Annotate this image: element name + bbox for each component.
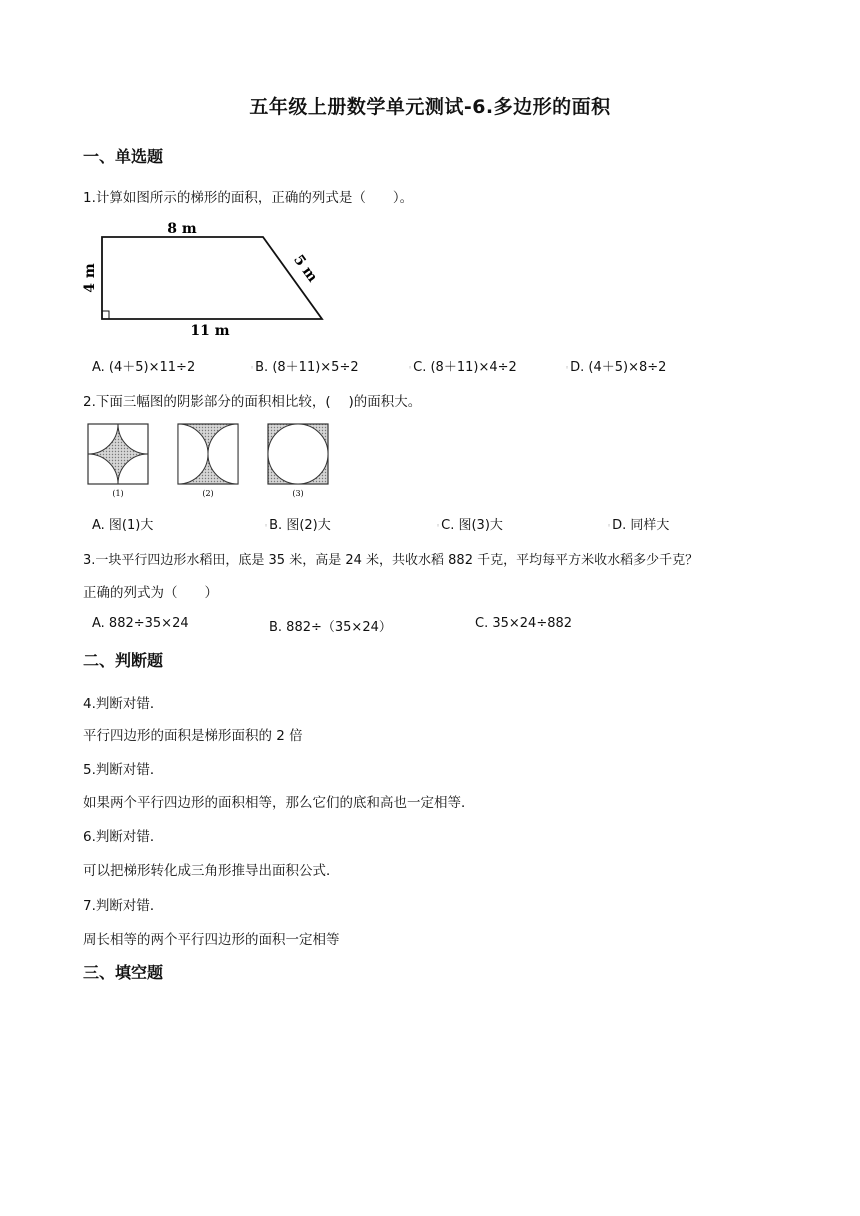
- q2-option-d-label: D. 同样大: [612, 518, 670, 533]
- section-heading-true-false: 二、判断题: [83, 651, 164, 670]
- q3-option-b: B. 882÷（35×24）: [269, 620, 392, 635]
- q3-option-c: C. 35×24÷882: [475, 616, 573, 631]
- question-3-text-cont: 正确的列式为（ ）: [83, 585, 218, 601]
- figure-2-label: (2): [202, 489, 214, 498]
- figure-3: [268, 424, 328, 498]
- trapezoid-bottom-label: 11 m: [190, 323, 230, 339]
- section-heading-single-choice: 一、单选题: [83, 147, 164, 166]
- question-6-head: 6.判断对错．: [83, 829, 164, 845]
- option-marker-icon: ◦: [250, 363, 255, 372]
- question-4-body: 平行四边形的面积是梯形面积的 2 倍: [83, 728, 303, 744]
- q2-option-c-label: C. 图(3)大: [441, 518, 503, 533]
- q2-option-a: A. 图(1)大: [92, 518, 154, 533]
- section-heading-fill-blank: 三、填空题: [83, 963, 164, 982]
- question-4-head: 4.判断对错．: [83, 696, 164, 712]
- option-marker-icon: ◦: [607, 521, 612, 530]
- q2-option-b-label: B. 图(2)大: [269, 518, 331, 533]
- q1-option-d-label: D. (4＋5)×8÷2: [570, 360, 667, 375]
- question-5-body: 如果两个平行四边形的面积相等，那么它们的底和高也一定相等．: [83, 795, 475, 811]
- question-7-head: 7.判断对错．: [83, 898, 164, 914]
- q1-option-c: [408, 356, 517, 375]
- q2-option-d: [607, 514, 669, 533]
- figure-2: [178, 424, 238, 498]
- q2-option-c: [436, 514, 503, 533]
- shaded-figures: [84, 420, 344, 502]
- option-marker-icon: ◦: [264, 521, 269, 530]
- q1-option-b-label: B. (8＋11)×5÷2: [255, 360, 359, 375]
- trapezoid-left-label: 4 m: [82, 263, 98, 293]
- page-title: 五年级上册数学单元测试-6.多边形的面积: [249, 96, 611, 118]
- question-6-body: 可以把梯形转化成三角形推导出面积公式．: [83, 863, 340, 879]
- figure-1-label: (1): [112, 489, 124, 498]
- figure-1: [88, 424, 148, 498]
- trapezoid-top-label: 8 m: [167, 221, 197, 237]
- q1-option-a: A. (4＋5)×11÷2: [92, 360, 196, 375]
- question-5-head: 5.判断对错．: [83, 762, 164, 778]
- trapezoid-figure: [80, 215, 330, 340]
- question-7-body: 周长相等的两个平行四边形的面积一定相等: [83, 932, 340, 948]
- option-marker-icon: ◦: [436, 521, 441, 530]
- question-1-text: 1.计算如图所示的梯形的面积，正确的列式是（ ）。: [83, 190, 414, 206]
- question-2-text: 2.下面三幅图的阴影部分的面积相比较，( )的面积大。: [83, 394, 422, 410]
- figure-3-label: (3): [292, 489, 304, 498]
- q3-option-a: A. 882÷35×24: [92, 616, 189, 631]
- question-3-text: 3.一块平行四边形水稻田，底是 35 米，高是 24 米，共收水稻 882 千克，平均每平方米收水稻多少千克？: [83, 553, 699, 568]
- q1-option-c-label: C. (8＋11)×4÷2: [413, 360, 517, 375]
- option-marker-icon: ◦: [565, 363, 570, 372]
- q1-option-d: [565, 356, 666, 375]
- option-marker-icon: ◦: [408, 363, 413, 372]
- trapezoid-slant-label: 5 m: [290, 252, 321, 286]
- q1-option-b: [250, 356, 359, 375]
- q2-option-b: [264, 514, 331, 533]
